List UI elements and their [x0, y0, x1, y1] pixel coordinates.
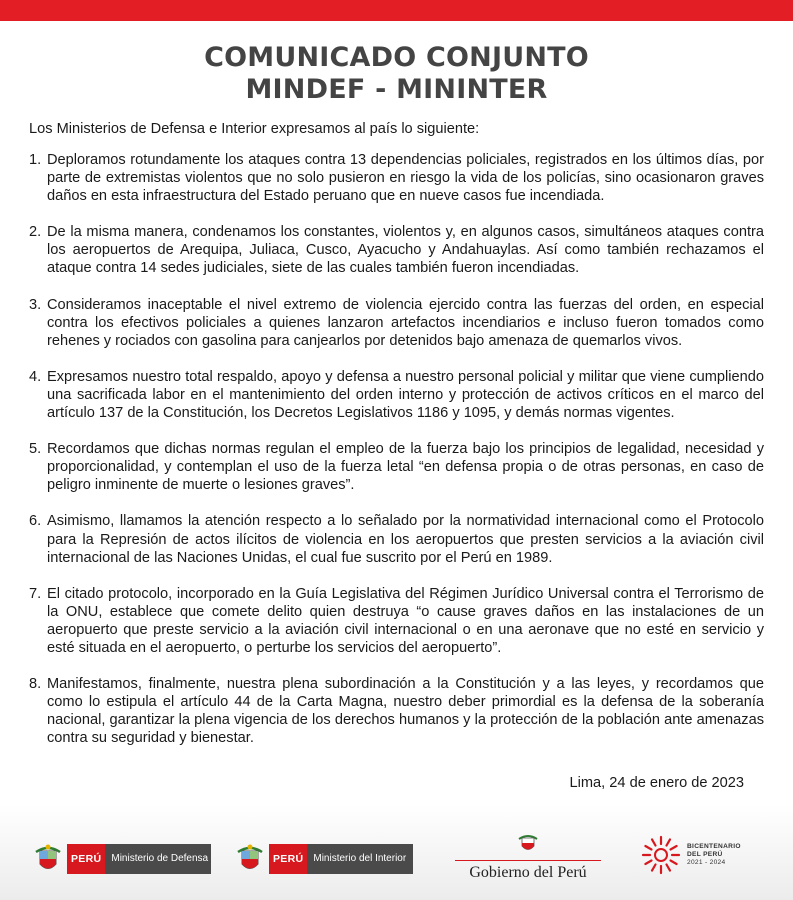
item-text: El citado protocolo, incorporado en la Guía Legislativa del Régimen Jurídico Universal contra el Terrorismo de la ONU, establece que comete delito quien destruya “o cause graves daños en las instalaciones de un aeropuerto que preste servicio a la aviación civil internacional o en una aeronave que no esté en servicio y esté situada en el aeropuerto, o perturbe los servicios del aeropuerto”. — [47, 585, 764, 656]
list-item — [29, 512, 764, 566]
item-text: Asimismo, llamamos la atención respecto a lo señalado por la normatividad internacional como el Protocolo para la Represión de actos ilícitos de violencia en los aeropuertos que presten servicios a la aviación civil internacional de las Naciones Unidas, el cual fue suscrito por el Perú en 1989. — [47, 513, 764, 566]
peru-label: PERÚ — [67, 844, 105, 874]
peru-label: PERÚ — [269, 844, 307, 874]
item-number: 3. — [29, 296, 42, 313]
title-line-2: MINDEF - MININTER — [245, 74, 548, 105]
item-text: De la misma manera, condenamos los constantes, violentos y, en algunos casos, simultáneos ataques contra los aeropuertos de Arequipa, Juliaca, Cusco, Ayacucho y Andahuaylas. Así como también rechazamos el ataque contra 14 sedes judiciales, siete de las cuales también fueron incendiadas. — [47, 224, 764, 277]
item-text: Recordamos que dichas normas regulan el empleo de la fuerza bajo los principios de legalidad, necesidad y proporcionalidad, y contemplan el uso de la fuerza letal “en defensa propia o de otras personas, en caso de peligro inminente de muerte o lesiones graves”. — [47, 441, 764, 494]
bicentenario-text — [687, 843, 741, 867]
item-number: 8. — [29, 676, 42, 693]
bicentenario-line1: BICENTENARIO — [687, 843, 741, 850]
bicentenario-line2: DEL PERÚ — [687, 851, 723, 858]
list-item — [29, 440, 764, 494]
mininter-logo — [235, 841, 413, 877]
ministry-name: Ministerio del Interior — [307, 844, 413, 874]
item-number: 4. — [29, 368, 42, 385]
list-item — [29, 585, 764, 657]
coat-of-arms-icon — [33, 842, 63, 876]
bicentenario-logo — [641, 835, 741, 875]
title-line-1: COMUNICADO CONJUNTO — [204, 42, 589, 73]
bicentenario-sunburst-icon — [641, 835, 681, 875]
list-item — [29, 368, 764, 422]
item-text: Deploramos rotundamente los ataques contra 13 dependencias policiales, registrados en los últimos días, por parte de extremistas violentos que no solo pusieron en riesgo la vida de los policías, sino ocasionaron graves daños en esta infraestructura del Estado peruano que en nueve casos fue incendiada. — [47, 152, 764, 205]
intro-text: Los Ministerios de Defensa e Interior expresamos al país lo siguiente: — [29, 121, 480, 137]
coat-of-arms-icon — [517, 833, 539, 853]
coat-of-arms-icon — [235, 842, 265, 876]
signature-date: Lima, 24 de enero de 2023 — [569, 775, 744, 791]
page-title — [0, 42, 793, 106]
item-text: Expresamos nuestro total respaldo, apoyo y defensa a nuestro personal policial y militar que viene cumpliendo una sacrificada labor en el mantenimiento del orden interno y protección de activos críticos en el marco del artículo 137 de la Constitución, los Decretos Legislativos 1186 y 1095, y demás normas vigentes. — [47, 368, 764, 422]
list-item — [29, 296, 764, 350]
item-number: 7. — [29, 585, 42, 602]
bicentenario-years: 2021 - 2024 — [687, 859, 726, 866]
item-number: 2. — [29, 224, 42, 241]
ministry-name: Ministerio de Defensa — [105, 844, 211, 874]
item-number: 6. — [29, 513, 42, 530]
list-item — [29, 151, 764, 205]
item-number: 1. — [29, 152, 42, 168]
gobierno-text: Gobierno del Perú — [455, 860, 601, 882]
points-list — [29, 151, 764, 765]
item-text: Manifestamos, finalmente, nuestra plena subordinación a la Constitución y a las leyes, y recordamos que como lo estipula el artículo 44 de la Carta Magna, nuestro deber primordial es la defensa de la soberanía nacional, garantizar la plena vigencia de los derechos humanos y la protección de la población ante amenazas contra su seguridad y bienestar. — [47, 676, 764, 747]
item-text: Consideramos inaceptable el nivel extremo de violencia ejercido contra las fuerzas del orden, en especial contra los efectivos policiales a quienes lanzaron artefactos incendiarios e incluso fueron tomados como rehenes y rociados con gasolina para canjearlos por detenidos bajo amenaza de quemarlos vivos. — [47, 296, 764, 349]
list-item — [29, 223, 764, 277]
item-number: 5. — [29, 441, 42, 458]
gobierno-del-peru-logo — [455, 833, 601, 882]
list-item — [29, 675, 764, 747]
top-red-band — [0, 0, 793, 21]
footer-logos — [0, 805, 793, 900]
mindef-logo — [33, 841, 211, 877]
